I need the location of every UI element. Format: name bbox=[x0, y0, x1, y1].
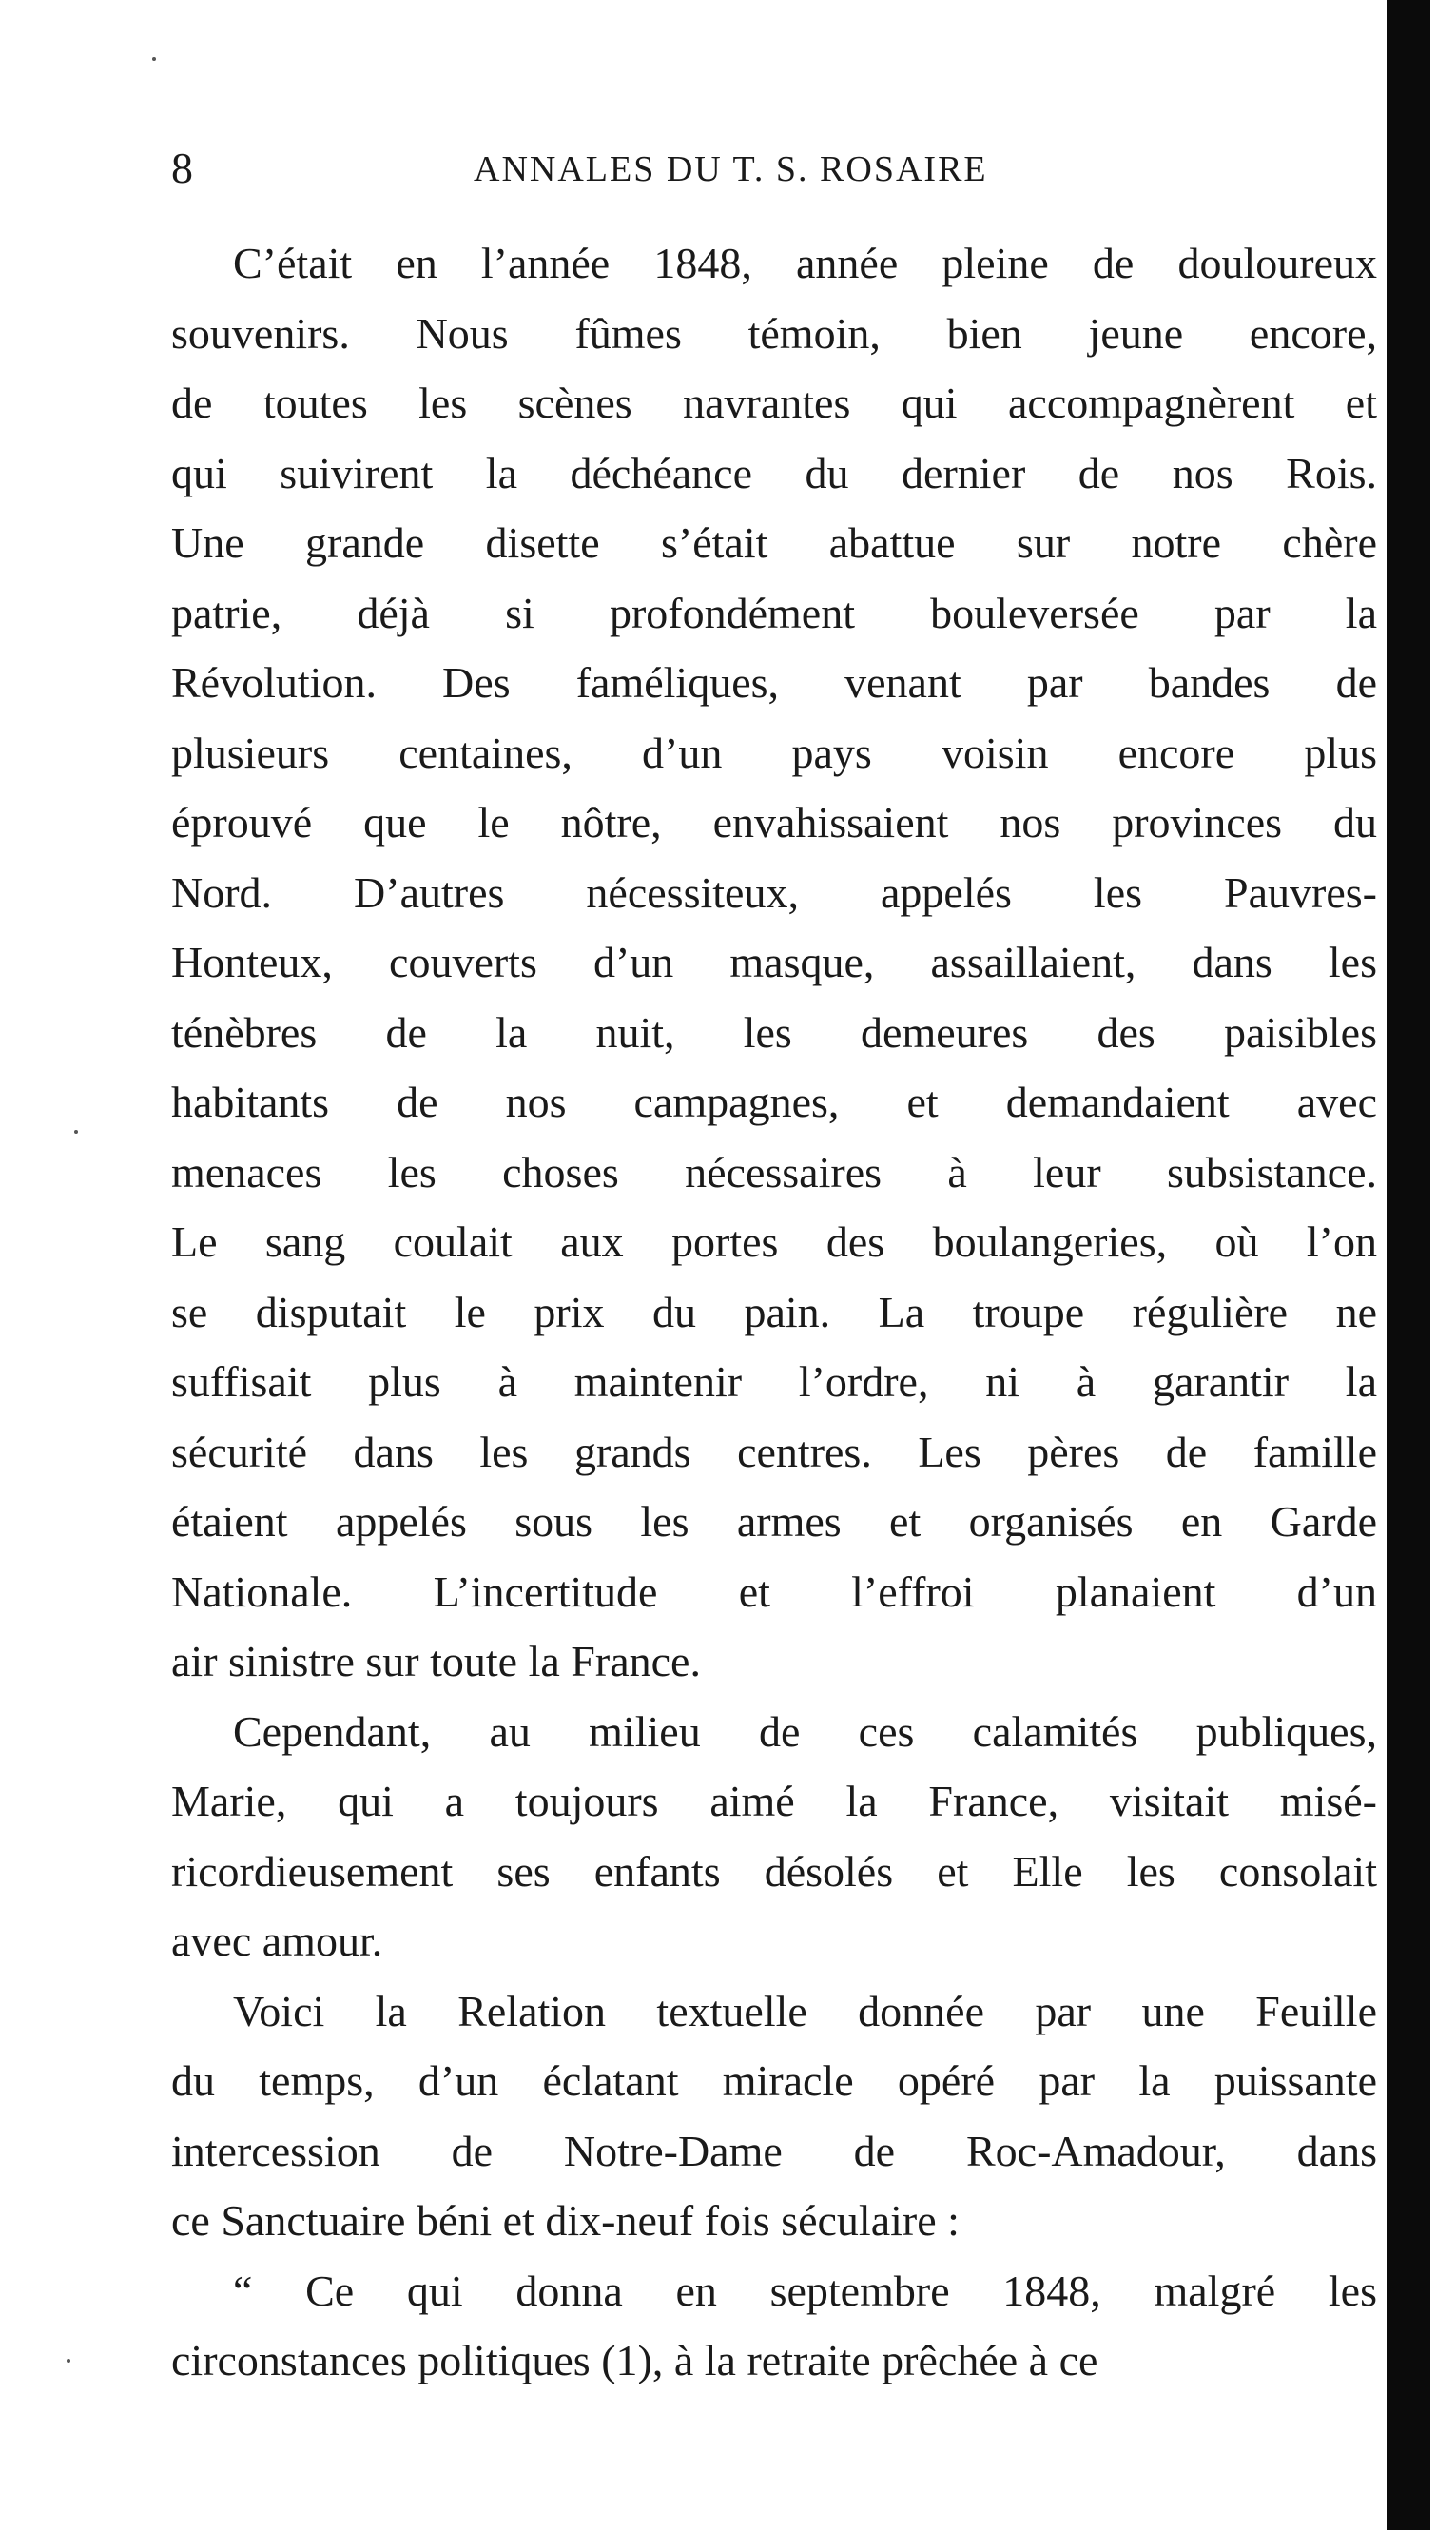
text-line: Marie, qui a toujours aimé la France, visitait misé- bbox=[171, 1777, 1377, 1825]
text-line: sécurité dans les grands centres. Les pères de famille bbox=[171, 1427, 1377, 1476]
text-line: habitants de nos campagnes, et demandaient avec bbox=[171, 1078, 1377, 1126]
text-line: Cependant, au milieu de ces calamités publiques, bbox=[233, 1706, 1377, 1756]
text-line: plusieurs centaines, d’un pays voisin encore plus bbox=[171, 728, 1377, 777]
text-line: Le sang coulait aux portes des boulangeries, où l’on bbox=[171, 1217, 1377, 1266]
text-line: souvenirs. Nous fûmes témoin, bien jeune encore, bbox=[171, 308, 1377, 358]
text-line: éprouvé que le nôtre, envahissaient nos provinces du bbox=[171, 798, 1377, 847]
page-number: 8 bbox=[171, 144, 193, 192]
text-line: Voici la Relation textuelle donnée par une Feuille bbox=[233, 1986, 1377, 2035]
page-header bbox=[171, 143, 1360, 200]
running-head: ANNALES DU T. S. ROSAIRE bbox=[474, 149, 988, 189]
text-line: intercession de Notre-Dame de Roc-Amadour, dans bbox=[171, 2126, 1377, 2175]
text-line: patrie, déjà si profondément bouleversée par la bbox=[171, 588, 1377, 637]
text-line: air sinistre sur toute la France. bbox=[171, 1637, 701, 1685]
text-line: ricordieusement ses enfants désolés et Elle les consolait bbox=[171, 1846, 1377, 1896]
text-line: Honteux, couverts d’un masque, assaillaient, dans les bbox=[171, 938, 1377, 986]
text-line: “ Ce qui donna en septembre 1848, malgré les bbox=[233, 2266, 1377, 2315]
text-line: Révolution. Des faméliques, venant par bandes de bbox=[171, 658, 1377, 707]
text-line: étaient appelés sous les armes et organisés en Garde bbox=[171, 1497, 1377, 1546]
text-line: Nord. D’autres nécessiteux, appelés les Pauvres- bbox=[171, 867, 1377, 917]
text-line: ce Sanctuaire béni et dix-neuf fois séculaire : bbox=[171, 2196, 960, 2245]
page-binding-edge bbox=[1387, 0, 1430, 2530]
text-line: suffisait plus à maintenir l’ordre, ni à garantir la bbox=[171, 1357, 1377, 1406]
scan-speck bbox=[74, 1130, 78, 1134]
facing-page-margin bbox=[1430, 0, 1456, 2530]
text-line: qui suivirent la déchéance du dernier de nos Rois. bbox=[171, 448, 1377, 497]
text-line: menaces les choses nécessaires à leur subsistance. bbox=[171, 1147, 1377, 1197]
body-text bbox=[171, 228, 1377, 2396]
text-line: circonstances politiques (1), à la retraite prêchée à ce bbox=[171, 2336, 1098, 2384]
text-line: de toutes les scènes navrantes qui accompagnèrent et bbox=[171, 379, 1377, 427]
text-line: C’était en l’année 1848, année pleine de douloureux bbox=[233, 239, 1377, 287]
text-line: Nationale. L’incertitude et l’effroi planaient d’un bbox=[171, 1567, 1377, 1616]
text-line: ténèbres de la nuit, les demeures des paisibles bbox=[171, 1007, 1377, 1057]
text-line: Une grande disette s’était abattue sur notre chère bbox=[171, 518, 1377, 567]
text-line: du temps, d’un éclatant miracle opéré par la puissante bbox=[171, 2056, 1377, 2105]
text-line: se disputait le prix du pain. La troupe régulière ne bbox=[171, 1287, 1377, 1336]
scan-speck bbox=[67, 2359, 70, 2363]
scan-speck bbox=[152, 57, 156, 61]
text-line: avec amour. bbox=[171, 1917, 383, 1965]
